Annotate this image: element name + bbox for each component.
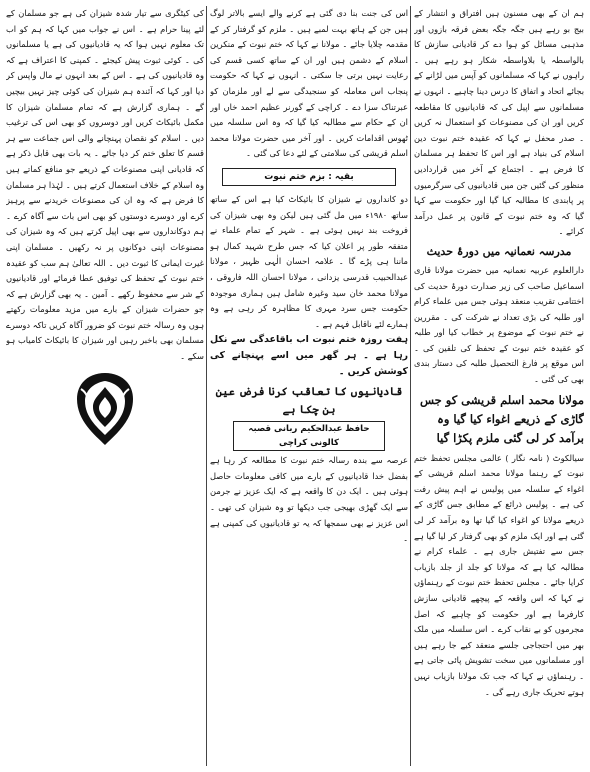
article-text: سیالکوٹ ( نامہ نگار ) عالمی مجلس تحفظ ختم نبوت کے رہنما مولانا محمد اسلم قریشی کے اغواء کے سلسلہ میں پولیس نے اہم پیش رفت کی ہے ۔ پولیس ذرائع کے مطابق جس گاڑی کے ذریعے مولانا کو اغواء کیا گیا تھا وہ برآمد کر لی گئی ہے اور ایک ملزم کو بھی گرفتار کر لیا گیا ہے جس سے تفتیش جاری ہے ۔ علماء کرام نے مطالبہ کیا ہے کہ مولانا کو جلد از جلد بازیاب کرایا جائے ۔ مجلس تحفظ ختم نبوت کے رہنماؤں نے کہا کہ اس واقعہ کے پیچھے قادیانی سازش کارفرما ہے اور حکومت کو چاہیے کہ اصل مجرموں کو بے نقاب کرے ۔ اس سلسلہ میں ملک بھر میں احتجاجی جلسے منعقد کیے جا رہے ہیں اور مسلمانوں میں سخت تشویش پائی جاتی ہے ۔ رہنماؤں نے کہا کہ جب تک مولانا بازیاب نہیں ہوتے تحریک جاری رہے گی ۔	[414, 452, 584, 697]
article-text: عرصہ سے بندہ رسالہ ختم نبوت کا مطالعہ کر رہا ہے بفضل خدا قادیانیوں کے بارے میں کافی معلومات حاصل ہوئی ہیں ۔ ایک دن کا واقعہ ہے کہ ایک عزیز نے جرمن سے ایک گھڑی بھیجی جب دیکھا تو وہ شیزان کی تھی ۔ اس عزیز نے بھی سمجھا کہ یہ تو قادیانیوں کی کمپنی ہے ۔	[210, 455, 408, 544]
author-box: حافظ عبدالحکیم ربانی قصبہ کالونی کراچی	[233, 421, 385, 451]
column-right	[414, 6, 584, 766]
ornament-icon	[69, 369, 141, 449]
article-text: دو کانداروں نے شیزان کا بائیکاٹ کیا ہے اس کے ساتھ ساتھ ۱۹۸۰ء میں مل گئی ہیں لیکن وہ بھی شیزان کی فروخت بند نہیں ہوئی ہے ۔ شہر کے تمام علماء نے متفقہ طور پر اعلان کیا کہ جس طرح شہید کمال ہو ماننا ہی پڑے گا ۔ علامہ احسان الٰہی ظہیر ، مولانا عبدالحبیب قدرسی یزدانی ، مولانا احسان اللہ فاروقی ، مولانا محمد خان سید وغیرہ شامل ہیں ہماری موجودہ حکومت جس سرد مہری کا مظاہرہ کر رہی ہے وہ ہمارے لئے ناقابل فہم ہے ۔	[210, 193, 408, 329]
column-left	[6, 6, 204, 766]
article-text: کی کیٹگری سے تیار شدہ شیزان کی ہے جو مسلمان کے لئے پینا حرام ہے ۔ اس نے جواب میں کہا کہ ہم کو اب تک معلوم نہیں ہوا کہ یہ قادیانیوں کی ہے یا مسلمانوں کی ۔ کوئی ثبوت پیش کیجئے ۔ کمپنی کا اعتراف ہے کہ وہ قادیانیوں کی ہے ۔ اس کے بعد انہوں نے مال واپس کر دیا اور کہا کہ آئندہ ہم شیزان کی کوئی چیز نہیں بیچیں گے ۔ ہماری گزارش ہے کہ تمام مسلمان شیزان کا مکمل بائیکاٹ کریں اور دوسروں کو بھی اس کی ترغیب دیں ۔ اسلام کو نقصان پہنچانے والی اس جماعت سے ہر قسم کا تعلق ختم کر دیا جائے ۔ یہ بات بھی قابل ذکر ہے کہ قادیانی اپنی مصنوعات کے ذریعے جو منافع کماتے ہیں وہ اسلام کے خلاف استعمال کرتے ہیں ۔ لہٰذا ہر مسلمان کا فرض ہے کہ وہ ان کی مصنوعات خریدنے سے پرہیز کرے اور دوسرے دوستوں کو بھی اس بات سے آگاہ کرے ۔ ہم دوکانداروں سے بھی اپیل کرتے ہیں کہ وہ شیزان کی مصنوعات اپنی دوکانوں پر نہ رکھیں ۔ مسلمان اپنی غیرت ایمانی کا ثبوت دیں ۔ اللہ تعالیٰ ہم سب کو عقیدہ ختم نبوت کے تحفظ کی توفیق عطا فرمائے اور قادیانیوں کے شر سے محفوظ رکھے ۔ آمین ۔ یہ بھی گزارش ہے کہ جو حضرات شیزان کے بارے میں مزید معلومات رکھتے ہوں وہ رسالہ ختم نبوت کو ضرور آگاہ کریں تاکہ دوسرے مسلمان بھی باخبر رہیں اور شیزان کا بائیکاٹ کامیاب ہو سکے ۔	[6, 8, 204, 362]
article-text: ہم ان کے بھی مسنون ہیں افتراق و انتشار کے بیج بو رہے ہیں جگہ جگہ بعض فرقہ بازوں اور مذہبی مسائل کو ہوا دے کر قادیانی سازش کا بالواسطہ یا بلاواسطہ شکار ہو رہے ہیں ۔ راہوں نے کہا کہ مسلمانوں کو آپس میں لڑانے کے بجائے اتحاد و اتفاق کا درس دینا چاہیے ۔ انہوں نے مسلمانوں سے اپیل کی کہ قادیانیوں کا مقاطعہ کریں اور ان کی مصنوعات کو استعمال نہ کریں ۔ صدر محفل نے کہا کہ عقیدہ ختم نبوت دین اسلام کی بنیاد ہے اور اس کا تحفظ ہر مسلمان کا فرض ہے ۔ اجتماع کے آخر میں قراردادیں منظور کی گئیں جن میں قادیانیوں کی سرگرمیوں پر پابندی کا مطالبہ کیا گیا اور حکومت سے کہا گیا کہ وہ ختم نبوت کے قانون پر عمل درآمد کرائے ۔	[414, 8, 584, 237]
notice-text: ہفت روزہ ختم نبوت اب باقاعدگی سے نکل رہا ہے ۔ ہر گھر میں اسے پہنچانے کی کوشش کریں ۔	[210, 334, 408, 378]
article-headline: قادیانیوں کا تعاقب کرنا فرض عین بن چکا ہے	[215, 385, 403, 417]
column-divider	[206, 6, 207, 766]
article-text: دارالعلوم عربیہ نعمانیہ میں حضرت مولانا قاری اسماعیل صاحب کی زیر صدارت دورۂ حدیث کی اختتامی تقریب منعقد ہوئی جس میں علماء کرام اور طلبہ کی بڑی تعداد نے شرکت کی ۔ مقررین نے ختم نبوت کے موضوع پر خطاب کیا اور طلبہ کو عقیدہ ختم نبوت کے تحفظ کی تلقین کی ۔ اس موقع پر فارغ التحصیل طلبہ کی دستار بندی بھی کی گئی ۔	[414, 264, 584, 385]
continuation-box: بقیہ : بزم ختم نبوت	[222, 168, 396, 186]
section-heading: مدرسہ نعمانیہ میں دورۂ حدیث	[426, 244, 572, 258]
article-text: اس کی جنت بنا دی گئی ہے کرنے والے ایسے بالاتر لوگ ہیں جن کے ہاتھ بہت لمبے ہیں ۔ ملزم کو گرفتار کر کے مقدمہ چلایا جائے ۔ مولانا نے کہا کہ ختم نبوت کے منکرین اسلام کے دشمن ہیں اور ان کے ساتھ کسی قسم کی رعایت نہیں برتی جا سکتی ۔ انہوں نے کہا کہ حکومت پنجاب اس معاملہ کو سنجیدگی سے لے اور ملزمان کو عبرتناک سزا دے ۔ کراچی کے گورنر عظیم احمد خاں اور ان کے حکام سے مطالبہ کیا گیا کہ وہ اس سلسلہ میں ٹھوس اقدامات کریں ۔ اور آخر میں حضرت مولانا محمد اسلم قریشی کی سلامتی کے لئے دعا کی گئی ۔	[210, 8, 408, 159]
column-divider	[410, 6, 411, 766]
column-middle	[210, 6, 408, 766]
article-headline: مولانا محمد اسلم قریشی کو جس گاڑی کے ذریعے اغواء کیا گیا وہ برآمد کر لی گئی ملزم پکڑا گیا	[419, 392, 584, 445]
